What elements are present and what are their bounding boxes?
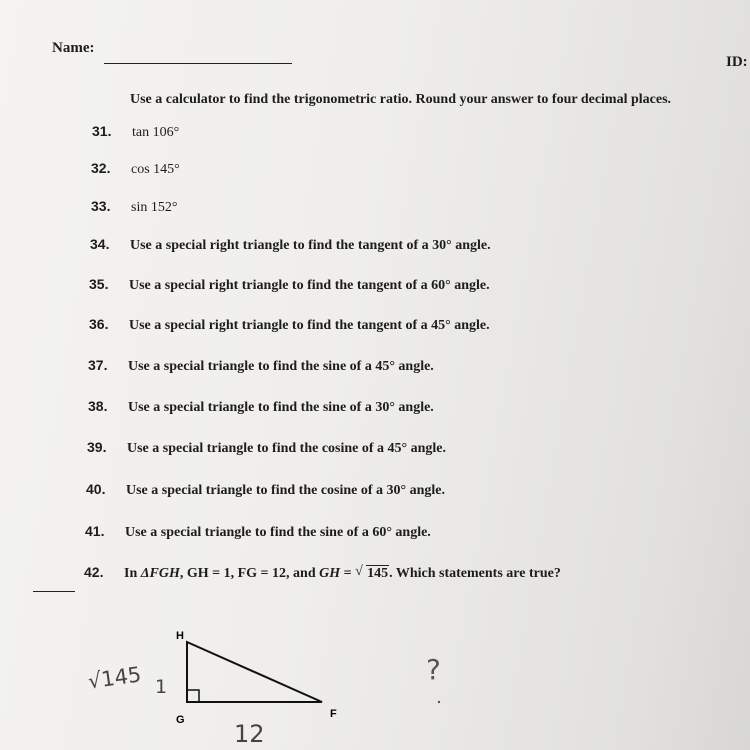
q42-given-1: , GH = 1, FG = 12, and xyxy=(179,566,320,581)
question-text: Use a special right triangle to find the tangent of a 30° angle. xyxy=(130,238,491,253)
radical-sign-icon: √ xyxy=(355,564,363,579)
name-label: Name: xyxy=(52,40,95,56)
question-number: 31. xyxy=(92,123,112,139)
question-text: Use a special triangle to find the cosine of a 45° angle. xyxy=(127,441,447,456)
vertex-h-label: H xyxy=(176,630,184,642)
vertex-f-label: F xyxy=(330,708,337,720)
handwritten-twelve: 12 xyxy=(234,720,265,748)
question-number: 42. xyxy=(84,564,104,580)
q42-given-2-lhs: GH xyxy=(319,566,341,581)
handwritten-one: 1 xyxy=(155,676,168,698)
q42-suffix: . Which statements are true? xyxy=(389,566,561,581)
question-text: Use a special triangle to find the cosine of a 30° angle. xyxy=(126,483,446,498)
handwritten-question-mark: ? xyxy=(426,653,441,686)
right-angle-marker xyxy=(187,690,199,702)
question-text: sin 152° xyxy=(131,200,178,215)
question-text: Use a special triangle to find the sine of a 30° angle. xyxy=(128,400,434,415)
question-number: 36. xyxy=(89,316,109,332)
question-number: 33. xyxy=(91,198,111,214)
question-number: 40. xyxy=(86,481,106,497)
question-number: 34. xyxy=(90,236,110,252)
q42-prefix: In xyxy=(124,566,141,581)
triangle-name: ΔFGH xyxy=(140,566,180,581)
id-label: ID: xyxy=(726,54,748,70)
pencil-dot xyxy=(438,701,440,703)
question-text: Use a special triangle to find the sine of a 60° angle. xyxy=(125,525,431,540)
question-number: 32. xyxy=(91,160,111,176)
question-number: 41. xyxy=(85,523,105,539)
question-text: tan 106° xyxy=(132,125,180,140)
right-triangle xyxy=(187,642,322,702)
question-number: 37. xyxy=(88,357,108,373)
q42-given-2-eq: = xyxy=(340,566,356,581)
question-text: Use a special right triangle to find the tangent of a 45° angle. xyxy=(129,318,490,333)
radicand: 145 xyxy=(367,566,389,581)
vertex-g-label: G xyxy=(176,714,185,726)
instructions: Use a calculator to find the trigonometric ratio. Round your answer to four decimal places. xyxy=(130,92,672,107)
question-text: Use a special right triangle to find the tangent of a 60° angle. xyxy=(129,278,490,293)
question-number: 38. xyxy=(88,398,108,414)
question-number: 35. xyxy=(89,276,109,292)
question-text: cos 145° xyxy=(131,162,180,177)
question-number: 39. xyxy=(87,439,107,455)
handwritten-sqrt-145: √145 xyxy=(86,662,143,694)
question-text: Use a special triangle to find the sine of a 45° angle. xyxy=(128,359,434,374)
